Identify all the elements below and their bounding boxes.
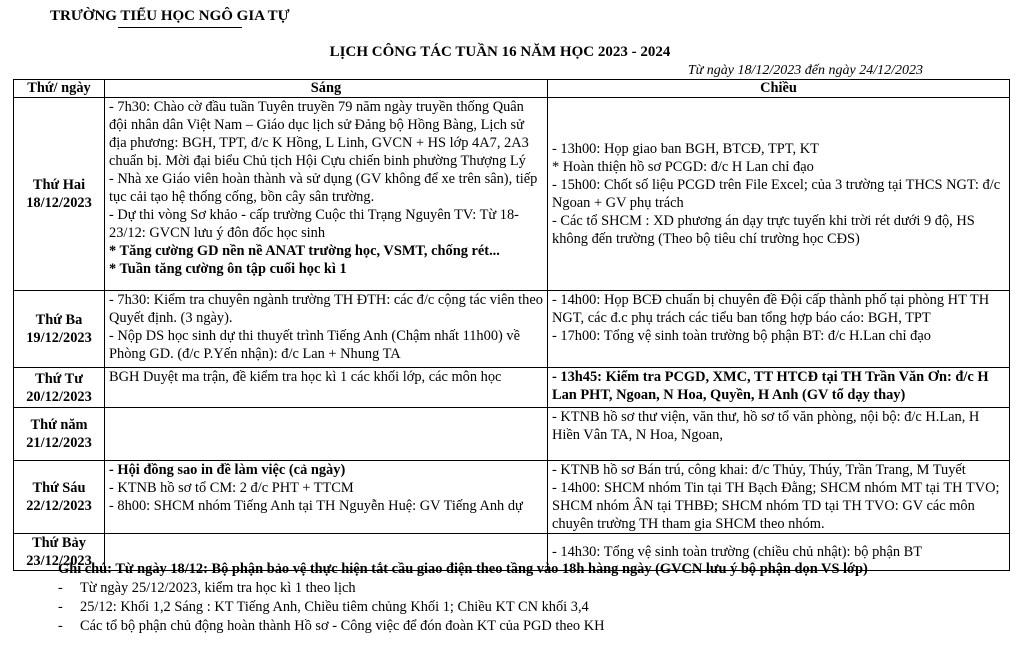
day-date: 18/12/2023 <box>26 195 92 211</box>
morning-cell <box>105 368 548 408</box>
morning-entry: * Tuần tăng cường ôn tập cuối học kì 1 <box>109 261 347 277</box>
note-text: Từ ngày 25/12/2023, kiểm tra học kì 1 theo lịch <box>80 580 356 596</box>
day-date: 21/12/2023 <box>26 435 92 451</box>
note-bullet: - <box>58 599 63 615</box>
afternoon-cell <box>548 98 1010 291</box>
day-cell <box>14 461 105 534</box>
note-text: Các tổ bộ phận chủ động hoàn thành Hồ sơ - Công việc để đón đoàn KT của PGD theo KH <box>80 618 605 634</box>
day-name: Thứ Hai <box>32 177 86 193</box>
note-bullet: - <box>58 580 63 596</box>
day-name: Thứ Bảy <box>32 535 86 551</box>
afternoon-entry: - 14h30: Tổng vệ sinh toàn trường (chiều chủ nhật): bộ phận BT <box>552 544 923 560</box>
day-name: Thứ năm <box>30 417 88 433</box>
header-afternoon: Chiều <box>548 80 1010 98</box>
notes-title: Ghi chú: Từ ngày 18/12: Bộ phận bảo vệ thực hiện tắt cầu giao điện theo tầng vào 18h hàng ngày (GVCN lưu ý bộ phận dọn VS lớp) <box>58 561 868 577</box>
day-name: Thứ Sáu <box>32 480 86 496</box>
afternoon-entry: * Hoàn thiện hồ sơ PCGD: đ/c H Lan chỉ đạo <box>552 159 814 175</box>
day-date: 20/12/2023 <box>26 388 92 405</box>
afternoon-entry: - 17h00: Tổng vệ sinh toàn trường bộ phận BT: đ/c H.Lan chỉ đạo <box>552 328 931 344</box>
day-date: 19/12/2023 <box>26 330 92 346</box>
morning-entry: - Dự thi vòng Sơ khảo - cấp trường Cuộc thi Trạng Nguyên TV: Từ 18-23/12: GVCN lưu ý đôn đốc học sinh <box>109 207 519 241</box>
morning-cell <box>105 291 548 368</box>
day-name: Thứ Tư <box>35 370 83 387</box>
table-row <box>14 461 1010 534</box>
note-text: 25/12: Khối 1,2 Sáng : KT Tiếng Anh, Chiều tiêm chủng Khối 1; Chiều KT CN khối 3,4 <box>80 599 589 615</box>
afternoon-entry: - KTNB hồ sơ thư viện, văn thư, hồ sơ tổ văn phòng, nội bộ: đ/c H.Lan, H Hiền Vân TA, N Hoa, Ngoan, <box>552 409 980 443</box>
morning-entry: - 7h30: Kiểm tra chuyên ngành trường TH ĐTH: các đ/c cộng tác viên theo Quyết định. (3 ngày). <box>109 292 543 326</box>
morning-entry: - Nộp DS học sinh dự thi thuyết trình Tiếng Anh (Chậm nhất 11h00) về Phòng GD. (đ/c P.Yến nhận): đ/c Lan + Nhung TA <box>109 328 520 362</box>
morning-entry: - Hội đồng sao in đề làm việc (cả ngày) <box>109 462 346 478</box>
afternoon-cell <box>548 408 1010 461</box>
day-cell <box>14 368 105 408</box>
afternoon-entry: - 14h00: SHCM nhóm Tin tại TH Bạch Đằng; SHCM nhóm MT tại TH TVO; SHCM nhóm ÂN tại THBĐ; SHCM nhóm TD tại TH TVO: GV các môn chuyên trường TH tham gia SHCM theo nhóm. <box>552 480 1000 532</box>
table-row <box>14 368 1010 408</box>
page-title: LỊCH CÔNG TÁC TUẦN 16 NĂM HỌC 2023 - 2024 <box>329 44 671 60</box>
schedule-body <box>14 98 1010 571</box>
morning-entry: * Tăng cường GD nền nề ANAT trường học, VSMT, chống rét... <box>109 243 500 259</box>
school-name: TRƯỜNG TIỂU HỌC NGÔ GIA TỰ <box>50 8 290 24</box>
morning-cell <box>105 461 548 534</box>
header-morning: Sáng <box>105 80 548 98</box>
table-row <box>14 98 1010 291</box>
afternoon-entry: - 13h00: Họp giao ban BGH, BTCĐ, TPT, KT <box>552 141 819 157</box>
afternoon-entry: - 14h00: Họp BCĐ chuẩn bị chuyên đề Đội cấp thành phố tại phòng HT TH NGT, các đ.c phụ trách các tiểu ban tổng hợp báo cáo: BGH, TPT <box>552 292 990 326</box>
morning-cell <box>105 408 548 461</box>
day-date: 23/12/2023 <box>26 553 92 569</box>
afternoon-entry: - 15h00: Chốt số liệu PCGD trên File Excel; của 3 trường tại THCS NGT: đ/c Ngoan + GV phụ trách <box>552 177 1001 211</box>
day-cell <box>14 408 105 461</box>
day-name: Thứ Ba <box>35 312 83 328</box>
school-name-underline <box>118 27 242 28</box>
afternoon-cell <box>548 291 1010 368</box>
morning-entry: BGH Duyệt ma trận, đề kiểm tra học kì 1 các khối lớp, các môn học <box>109 369 502 385</box>
notes-section <box>58 560 868 636</box>
morning-cell <box>105 98 548 291</box>
day-cell <box>14 291 105 368</box>
day-date: 22/12/2023 <box>26 498 92 514</box>
morning-entry: - Nhà xe Giáo viên hoàn thành và sử dụng (GV không để xe trên sân), tiếp tục cải tạo hệ thống cống, bồn cây sân trường. <box>109 171 538 205</box>
afternoon-entry: - Các tổ SHCM : XD phương án dạy trực tuyến khi trời rét dưới 9 độ, HS không đến trường (Theo bộ tiêu chí trường học CĐS) <box>552 213 975 247</box>
table-header-row <box>14 80 1010 98</box>
morning-entry: - 7h30: Chào cờ đầu tuần Tuyên truyền 79 năm ngày truyền thống Quân đội nhân dân Việt Nam – Giáo dục lịch sử Đảng bộ Hồng Bàng, Lịch sử địa phương: BGH, TPT, đ/c K Hồng, L Linh, GVCN + HS lớp 4A7, 2A3 chuẩn bị. Mời đại biểu Chủ tịch Hội Cựu chiến binh phường Thượng Lý <box>109 99 529 169</box>
morning-entry: - KTNB hồ sơ tổ CM: 2 đ/c PHT + TTCM <box>109 480 354 496</box>
afternoon-entry: - KTNB hồ sơ Bán trú, công khai: đ/c Thủy, Thúy, Trần Trang, M Tuyết <box>552 462 966 478</box>
afternoon-entry: - 13h45: Kiểm tra PCGD, XMC, TT HTCĐ tại TH Trần Văn Ơn: đ/c H Lan PHT, Ngoan, N Hoa, Quyền, H Anh (GV tổ dạy thay) <box>552 369 989 403</box>
schedule-table <box>13 79 1010 571</box>
date-range: Từ ngày 18/12/2023 đến ngày 24/12/2023 <box>687 63 923 78</box>
morning-entry: - 8h00: SHCM nhóm Tiếng Anh tại TH Nguyễn Huệ: GV Tiếng Anh dự <box>109 498 523 514</box>
afternoon-cell <box>548 461 1010 534</box>
note-bullet: - <box>58 618 63 634</box>
note-item <box>58 617 868 636</box>
table-row <box>14 408 1010 461</box>
notes-list <box>58 579 868 636</box>
note-item <box>58 598 868 617</box>
day-cell <box>14 98 105 291</box>
table-row <box>14 291 1010 368</box>
header-day: Thứ/ ngày <box>14 80 105 98</box>
note-item <box>58 579 868 598</box>
afternoon-cell <box>548 368 1010 408</box>
